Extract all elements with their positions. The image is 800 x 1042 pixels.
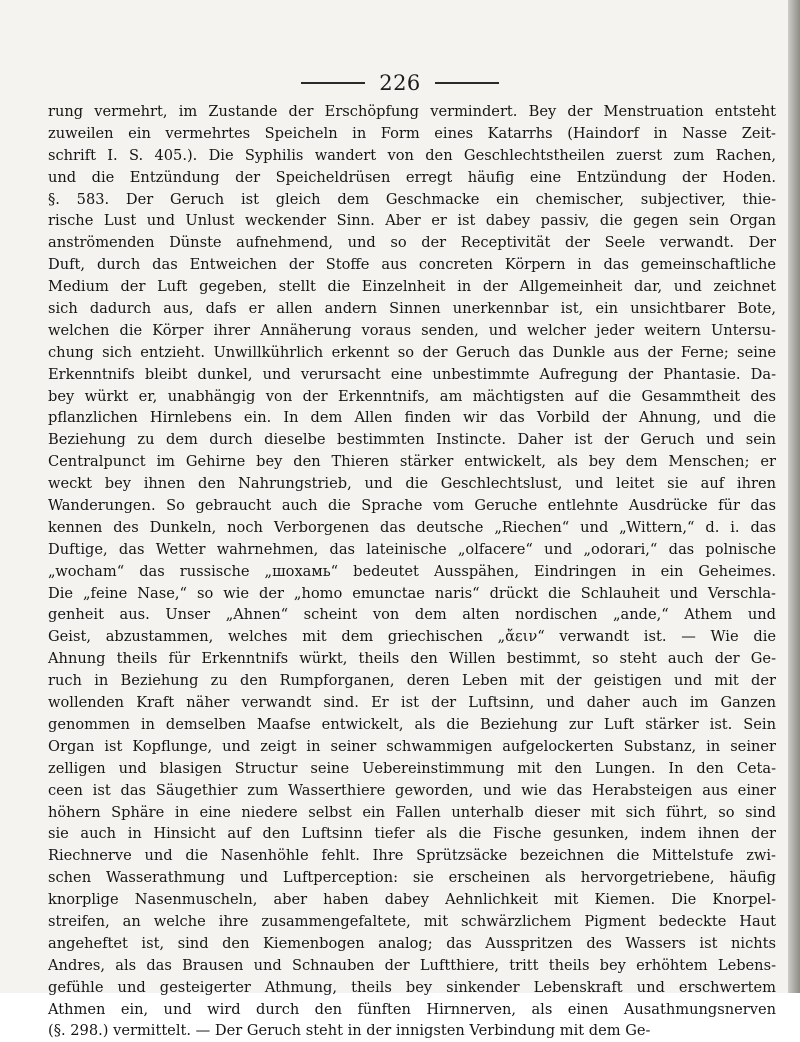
text-line: §. 583. Der Geruch ist gleich dem Geschmacke ein chemischer, subjectiver, thie- xyxy=(48,190,776,208)
text-line: Medium der Luft gegeben, stellt die Einzelnheit in der Allgemeinheit dar, und zeichnet xyxy=(48,278,776,296)
text-line: anströmenden Dünste aufnehmend, und so der Receptivität der Seele verwandt. Der xyxy=(48,234,776,252)
text-line: streifen, an welche ihre zusammengefaltete, mit schwärzlichem Pigment bedeckte Haut xyxy=(48,912,776,930)
text-line: zuweilen ein vermehrtes Speicheln in Form eines Katarrhs (Haindorf in Nasse Zeit- xyxy=(48,124,776,142)
text-line: rung vermehrt, im Zustande der Erschöpfung vermindert. Bey der Menstruation entsteht xyxy=(48,103,776,120)
right-rule xyxy=(435,82,499,84)
text-line: Ahnung theils für Erkenntnifs würkt, theils den Willen bestimmt, so steht auch der Ge- xyxy=(48,650,776,668)
page-header xyxy=(0,66,800,100)
text-line: höhern Sphäre in eine niedere selbst ein Fallen unterhalb dieser mit sich führt, so sind xyxy=(48,803,776,821)
text-line: Duft, durch das Entweichen der Stoffe aus concreten Körpern in das gemeinschaftliche xyxy=(48,256,776,274)
body-text xyxy=(48,101,776,1042)
text-line: „wocham“ das russische „шохамь“ bedeutet Ausspähen, Eindringen in ein Geheimes. xyxy=(48,562,776,580)
page-number: 226 xyxy=(379,71,421,95)
text-line: pflanzlichen Hirnlebens ein. In dem Allen finden wir das Vorbild der Ahnung, und die xyxy=(48,409,776,427)
text-line: rische Lust und Unlust weckender Sinn. Aber er ist dabey passiv, die gegen sein Organ xyxy=(48,212,776,230)
text-line: Wanderungen. So gebraucht auch die Sprache vom Geruche entlehnte Ausdrücke für das xyxy=(48,497,776,515)
text-line: genommen in demselben Maafse entwickelt, als die Beziehung zur Luft stärker ist. Sein xyxy=(48,715,776,733)
text-line: zelligen und blasigen Structur seine Uebereinstimmung mit den Lungen. In den Ceta- xyxy=(48,759,776,777)
text-line: Centralpunct im Gehirne bey den Thieren stärker entwickelt, als bey dem Menschen; er xyxy=(48,453,776,471)
text-line: kennen des Dunkeln, noch Verborgenen das deutsche „Riechen“ und „Wittern,“ d. i. das xyxy=(48,518,776,536)
text-line: Geist, abzustammen, welches mit dem griechischen „ἄειν“ verwandt ist. — Wie die xyxy=(48,628,776,646)
text-line: ceen ist das Säugethier zum Wasserthiere geworden, und wie das Herabsteigen aus einer xyxy=(48,781,776,799)
text-line: (§. 298.) vermittelt. — Der Geruch steht in der innigsten Verbindung mit dem Ge- xyxy=(48,1022,651,1040)
text-line: wollenden Kraft näher verwandt sind. Er ist der Luftsinn, und daher auch im Ganzen xyxy=(48,694,776,712)
text-line: Erkenntnifs bleibt dunkel, und verursacht eine unbestimmte Aufregung der Phantasie. Da- xyxy=(48,365,776,383)
text-line: Duftige, das Wetter wahrnehmen, das lateinische „olfacere“ und „odorari,“ das polnische xyxy=(48,540,776,558)
text-line: Athmen ein, und wird durch den fünften Hirnnerven, als einen Ausathmungsnerven xyxy=(48,1000,776,1018)
text-line: sie auch in Hinsicht auf den Luftsinn tiefer als die Fische gesunken, indem ihnen der xyxy=(48,825,776,843)
text-line: Organ ist Kopflunge, und zeigt in seiner schwammigen aufgelockerten Substanz, in seiner xyxy=(48,737,776,755)
text-line: sich dadurch aus, dafs er allen andern Sinnen unerkennbar ist, ein unsichtbarer Bote, xyxy=(48,300,776,318)
text-line: Beziehung zu dem durch dieselbe bestimmten Instincte. Daher ist der Geruch und sein xyxy=(48,431,776,449)
text-line: Riechnerve und die Nasenhöhle fehlt. Ihre Sprützsäcke bezeichnen die Mittelstufe zwi- xyxy=(48,847,776,865)
text-line: welchen die Körper ihrer Annäherung voraus senden, und welcher jeder weitern Untersu- xyxy=(48,321,776,339)
text-line: weckt bey ihnen den Nahrungstrieb, und die Geschlechtslust, und leitet sie auf ihren xyxy=(48,475,776,493)
text-line: angeheftet ist, sind den Kiemenbogen analog; das Ausspritzen des Wassers ist nichts xyxy=(48,934,776,952)
left-rule xyxy=(301,82,365,84)
text-line: schen Wasserathmung und Luftperception: sie erscheinen als hervorgetriebene, häufig xyxy=(48,869,776,887)
text-line: knorplige Nasenmuscheln, aber haben dabey Aehnlichkeit mit Kiemen. Die Knorpel- xyxy=(48,891,776,909)
page-edge-shadow xyxy=(788,0,800,993)
text-line: gefühle und gesteigerter Athmung, theils bey sinkender Lebenskraft und erschwertem xyxy=(48,978,776,996)
text-line: Die „feine Nase,“ so wie der „homo emunctae naris“ drückt die Schlauheit und Verschla- xyxy=(48,584,776,602)
text-line: bey würkt er, unabhängig von der Erkenntnifs, am mächtigsten auf die Gesammtheit des xyxy=(48,387,776,405)
text-line: ruch in Beziehung zu den Rumpforganen, deren Leben mit der geistigen und mit der xyxy=(48,672,776,690)
text-line: genheit aus. Unser „Ahnen“ scheint von dem alten nordischen „ande,“ Athem und xyxy=(48,606,776,624)
text-line: und die Entzündung der Speicheldrüsen erregt häufig eine Entzündung der Hoden. xyxy=(48,168,776,186)
text-line: chung sich entzieht. Unwillkührlich erkennt so der Geruch das Dunkle aus der Ferne; seine xyxy=(48,343,776,361)
text-line: Andres, als das Brausen und Schnauben der Luftthiere, tritt theils bey erhöhtem Lebens- xyxy=(48,956,776,974)
text-line: schrift I. S. 405.). Die Syphilis wandert von den Geschlechtstheilen zuerst zum Rachen, xyxy=(48,146,776,164)
